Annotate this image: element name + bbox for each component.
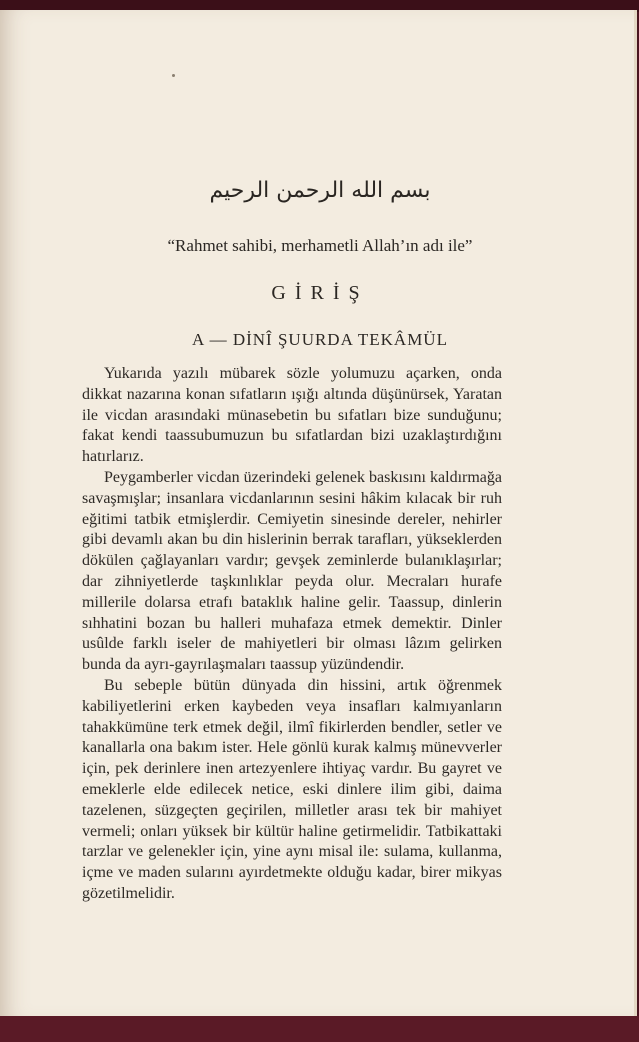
basmala-calligraphy: بسم الله الرحمن الرحيم: [209, 178, 431, 203]
section-heading: A — DİNÎ ŞUURDA TEKÂMÜL: [192, 330, 448, 349]
basmala-translation: “Rahmet sahibi, merhametli Allah’ın adı ile”: [167, 236, 473, 255]
bottom-edge: [0, 1016, 639, 1042]
paragraph-2: Peygamberler vicdan üzerindeki gelenek baskısını kaldırmağa savaşmışlar; insanlara vicdanlarının sesini hâkim kılacak bir ruh eğitimi tatbik etmişlerdir. Cemiyetin sinesinde dereler, nehirler gibi devamlı akan bu din hislerinin berrak tarafları, yükseklerden dökülen çağlayanları vardır; gevşek zeminlerde bulanıklaşırlar; dar zihniyetlerde taşkınlıklar peyda olur. Mecraları hurafe millerile dolarsa etrafı bataklık haline gelir. Taassup, dinlerin sıhhatini bozan bu halleri muhafaza etmek demektir. Dinler usûlde farklı iseler de mahiyetleri bir olması lâzım gelirken bunda da ayrı-gayrılaşmaları taassup yüzündendir.: [82, 468, 502, 674]
chapter-heading: GİRİŞ: [271, 282, 369, 304]
page-speck: [172, 74, 175, 77]
body-text: [82, 364, 502, 905]
paragraph-1: Yukarıda yazılı mübarek sözle yolumuzu açarken, onda dikkat nazarına konan sıfatların ışığı altında düşünürsek, Yaratan ile vicdan arasındaki münasebetin bu sıfatları bize sunduğunu; fakat kendi taassubumuzun bu sıfatlardan bizi uzaklaştırdığını hatırlarız.: [82, 365, 502, 466]
paragraph-3: Bu sebeple bütün dünyada din hissini, artık öğrenmek kabiliyetlerini erken kaybeden veya insafları kalmıyanların tahakkümüne terk etmek değil, ilmî fikirlerden bendler, setler ve kanallarla ona bakım ister. Hele gönlü kurak kalmış münevverler için, pek derinlere inen artezyenlere ihtiyaç vardır. Bu gayret ve emeklerle elde edilecek netice, eski dinlere ilim gibi, daima tazelenen, süzgeçten geçirilen, milletler arası tek bir mahiyet vermeli; onları yüksek bir kültür haline getirmelidir. Tatbikattaki tarzlar ve gelenekler için, yine aynı misal ile: sulama, kullanma, içme ve maden sularını ayırdetmekte olduğu kadar, birer mikyas gözetilmelidir.: [82, 676, 502, 902]
